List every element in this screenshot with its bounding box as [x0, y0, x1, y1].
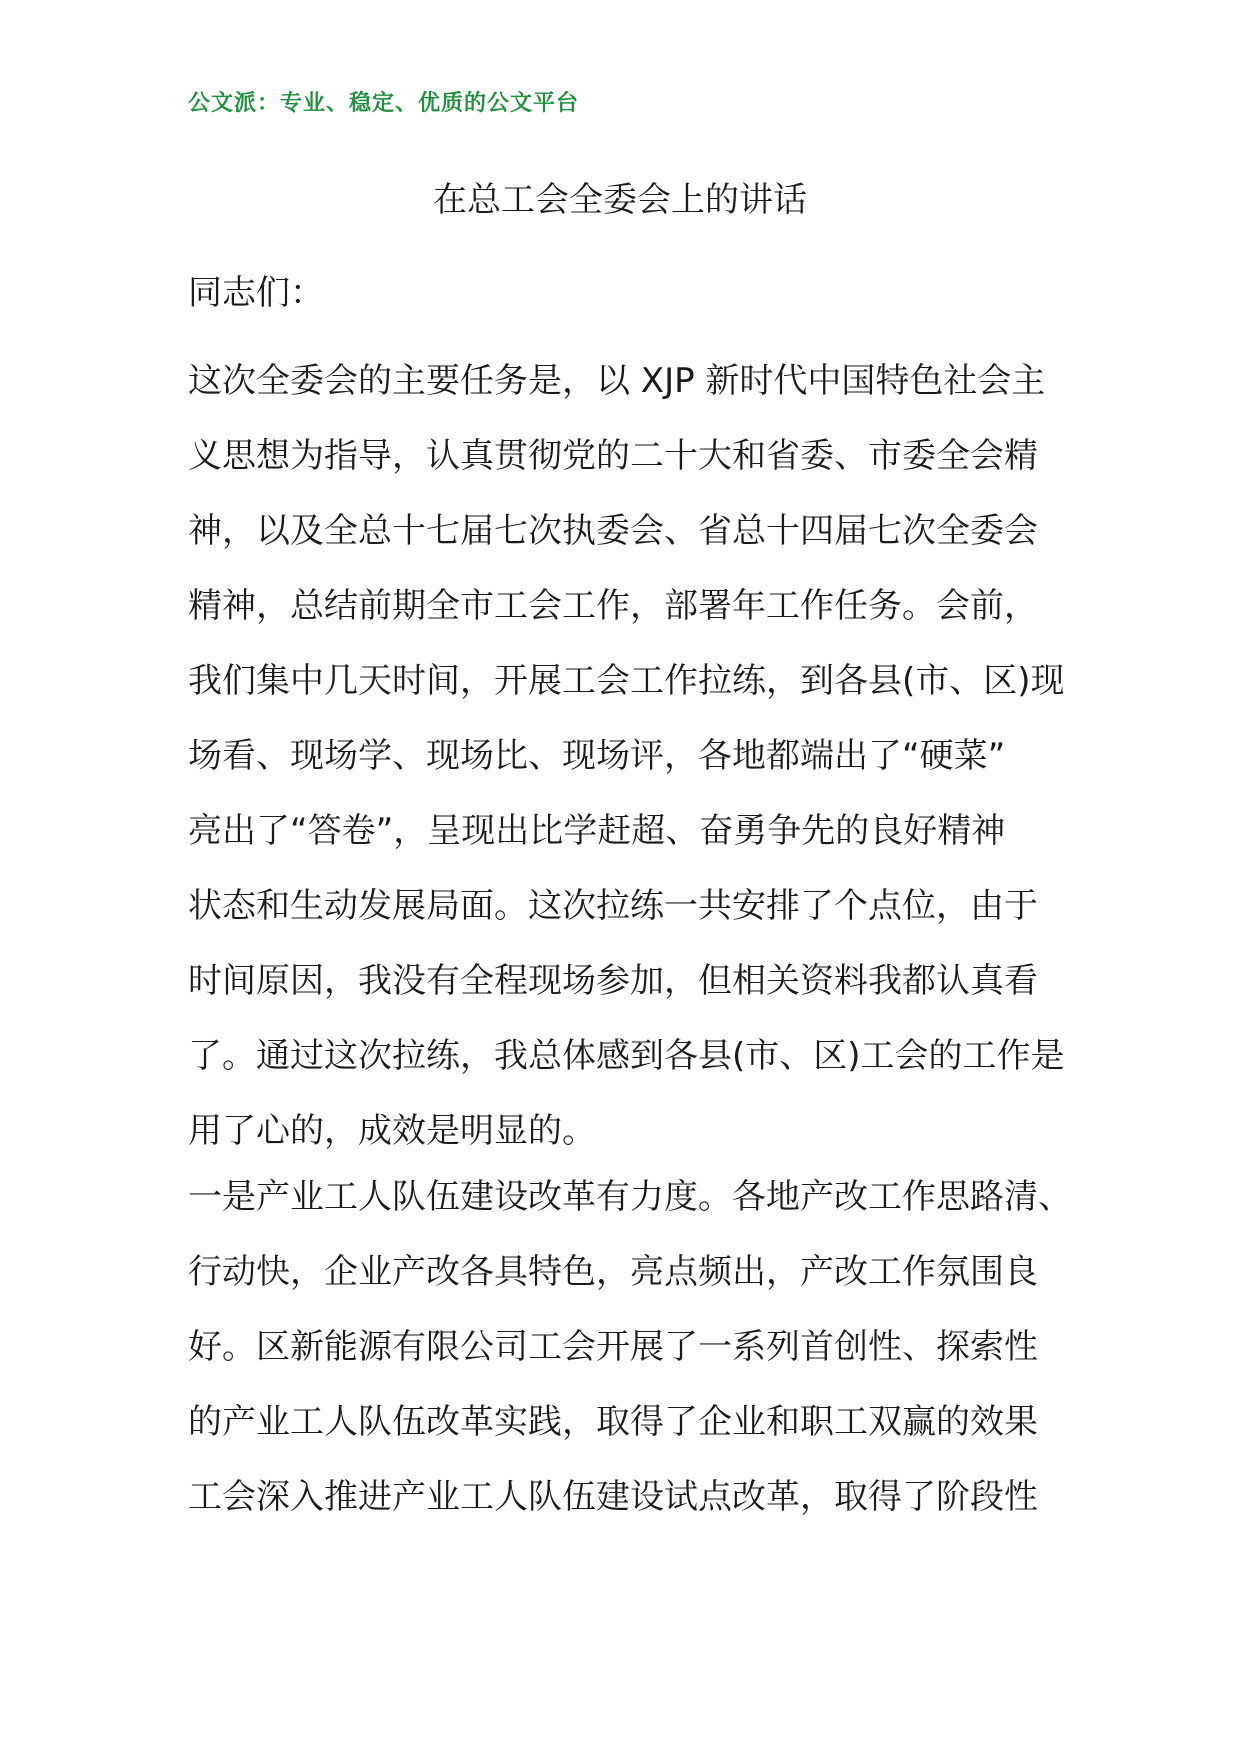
paragraph-line: 状态和生动发展局面。这次拉练一共安排了个点位，由于: [188, 886, 1038, 926]
paragraph-line: 时间原因，我没有全程现场参加，但相关资料我都认真看: [188, 961, 1038, 1001]
paragraph-line: 精神，总结前期全市工会工作，部署年工作任务。会前，: [188, 586, 1038, 626]
paragraph-line: 用了心的，成效是明显的。: [188, 1111, 596, 1151]
paragraph-line: 一是产业工人队伍建设改革有力度。各地产改工作思路清、: [188, 1177, 1072, 1217]
platform-tagline: 公文派：专业、稳定、优质的公文平台: [188, 91, 580, 116]
paragraph-line: 的产业工人队伍改革实践，取得了企业和职工双赢的效果: [188, 1402, 1038, 1442]
document-title: 在总工会全委会上的讲话: [433, 180, 807, 220]
paragraph-line: 行动快，企业产改各具特色，亮点频出，产改工作氛围良: [188, 1252, 1038, 1292]
paragraph-line: 这次全委会的主要任务是，以 XJP 新时代中国特色社会主: [188, 361, 1046, 401]
paragraph-line: 了。通过这次拉练，我总体感到各县(市、区)工会的工作是: [188, 1036, 1065, 1076]
paragraph-line: 义思想为指导，认真贯彻党的二十大和省委、市委全会精: [188, 436, 1038, 476]
paragraph-line: 好。区新能源有限公司工会开展了一系列首创性、探索性: [188, 1327, 1038, 1367]
paragraph-intro: [188, 344, 1068, 1169]
paragraph-industrial-workers: [188, 1160, 1072, 1535]
paragraph-line: 我们集中几天时间，开展工会工作拉练，到各县(市、区)现: [188, 661, 1065, 701]
paragraph-line: 亮出了“答卷”，呈现出比学赶超、奋勇争先的良好精神: [188, 811, 1006, 851]
paragraph-line: 场看、现场学、现场比、现场评，各地都端出了“硬菜”: [188, 736, 1006, 776]
paragraph-line: 神，以及全总十七届七次执委会、省总十四届七次全委会: [188, 511, 1038, 551]
salutation: 同志们：: [188, 273, 324, 313]
paragraph-line: 工会深入推进产业工人队伍建设试点改革，取得了阶段性: [188, 1477, 1038, 1517]
